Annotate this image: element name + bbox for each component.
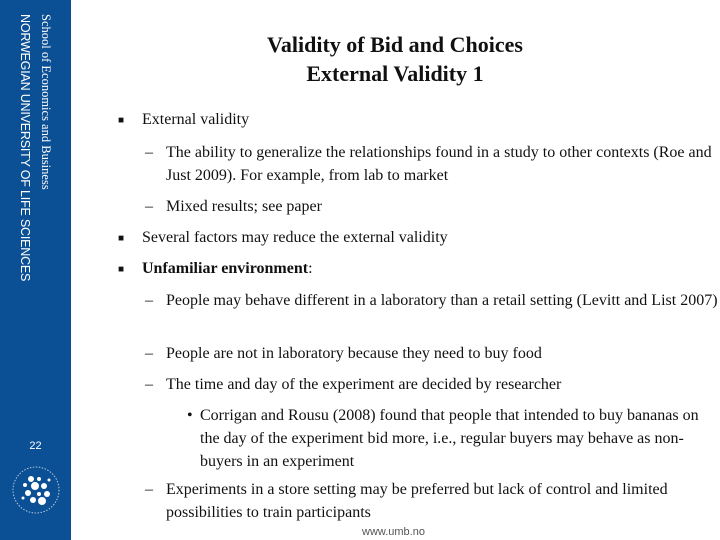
- bullet-item: ■ Several factors may reduce the external validity: [118, 229, 448, 246]
- school-name: School of Economics and Business: [39, 14, 53, 190]
- bullet-text: External validity: [142, 111, 250, 128]
- footer-url: www.umb.no: [362, 526, 425, 538]
- bullet-text: Experiments in a store setting may be preferred but lack of control and limited possibilities to train participants: [166, 481, 668, 521]
- bullet-item: – The ability to generalize the relationships found in a study to other contexts (Roe and Just 2009). For example, from lab to market: [145, 144, 712, 184]
- bullet-item: – Experiments in a store setting may be preferred but lack of control and limited possibilities to train participants: [145, 481, 668, 521]
- bullet-text: People may behave different in a laboratory than a retail setting (Levitt and List 2007): [166, 292, 718, 309]
- page-number: 22: [29, 440, 42, 452]
- bullet-item: • Corrigan and Rousu (2008) found that people that intended to buy bananas on the day of the experiment bid more, i.e., regular buyers may behave as non-buyers in an experiment: [187, 407, 699, 470]
- bullet-item: – People are not in laboratory because they need to buy food: [145, 345, 542, 362]
- bullet-text: People are not in laboratory because they need to buy food: [166, 345, 542, 362]
- title-line-1: Validity of Bid and Choices: [267, 32, 523, 57]
- university-name: NORWEGIAN UNIVERSITY OF LIFE SCIENCES: [18, 14, 32, 282]
- bullet-text: Several factors may reduce the external validity: [142, 229, 448, 246]
- title-line-2: External Validity 1: [306, 61, 484, 86]
- bullet-text: Corrigan and Rousu (2008) found that people that intended to buy bananas on the day of the experiment bid more, i.e., regular buyers may behave as non-buyers in an experiment: [200, 407, 699, 470]
- university-logo: [11, 465, 61, 515]
- bullet-item: – Mixed results; see paper: [145, 198, 322, 215]
- sidebar: [0, 0, 71, 540]
- bullet-text: The time and day of the experiment are decided by researcher: [166, 376, 562, 393]
- bullet-text: :: [308, 260, 313, 277]
- bullet-item: ■ External validity: [118, 111, 250, 128]
- slide-title: [75, 30, 715, 88]
- bullet-text: The ability to generalize the relationships found in a study to other contexts (Roe and Just 2009). For example, from lab to market: [166, 144, 712, 184]
- bullet-item: – People may behave different in a laboratory than a retail setting (Levitt and List 2007): [145, 292, 718, 309]
- bullet-item: ■ Unfamiliar environment:: [118, 260, 313, 277]
- bullet-bold-text: Unfamiliar environment: [142, 260, 309, 277]
- bullet-text: Mixed results; see paper: [166, 198, 322, 215]
- bullet-item: – The time and day of the experiment are decided by researcher: [145, 376, 562, 393]
